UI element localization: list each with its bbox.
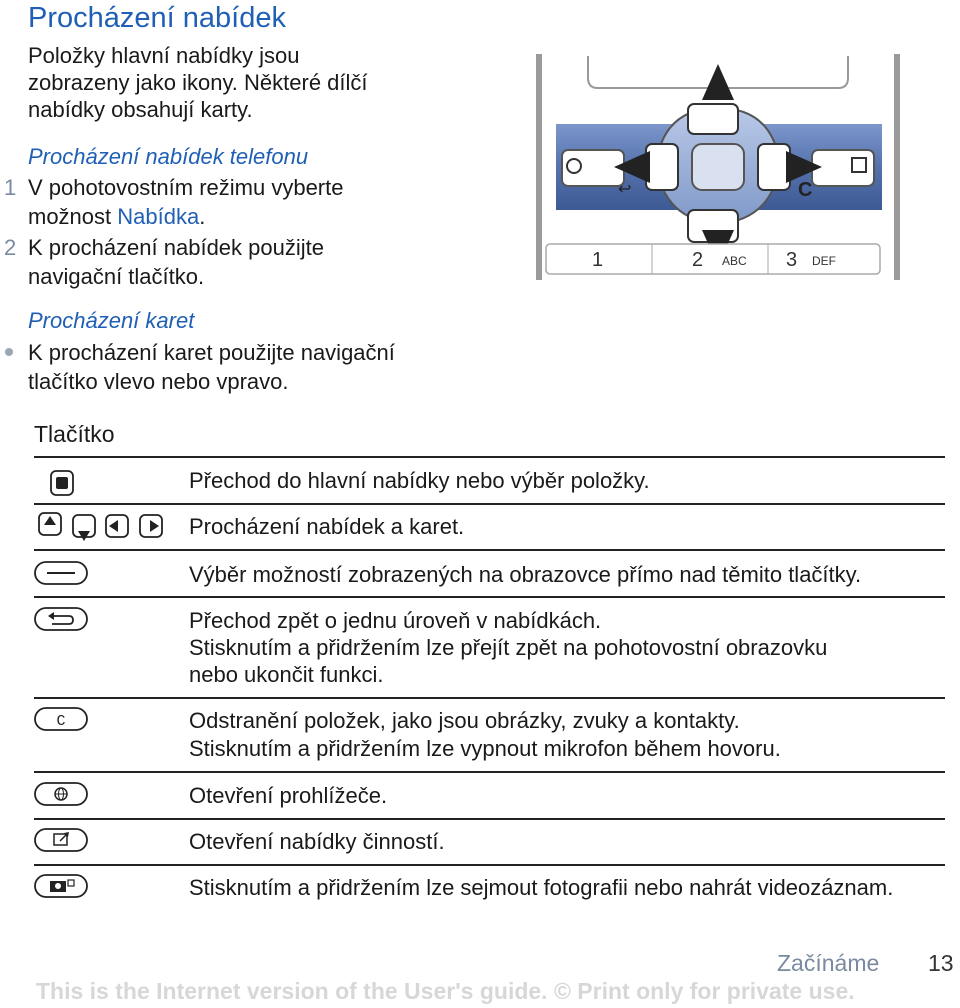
internet-key-icon	[34, 781, 88, 807]
table-row-8-desc: Stisknutím a přidržením lze sejmout fotografii nebo nahrát videozáznam.	[189, 875, 894, 900]
table-row-4-desc-3: nebo ukončit funkci.	[189, 662, 384, 687]
phone-menu-heading: Procházení nabídek telefonu	[28, 144, 309, 169]
table-divider	[34, 771, 945, 773]
navigation-keys-icon	[38, 511, 166, 543]
step-1-text: V pohotovostním režimu vyberte možnost Nabídka.	[28, 175, 344, 229]
table-divider	[34, 818, 945, 820]
step-2-text: K procházení nabídek použijte navigační tlačítko.	[28, 235, 324, 289]
key-3-letters: DEF	[812, 254, 836, 268]
table-divider	[34, 456, 945, 458]
clear-key-icon	[34, 706, 88, 732]
back-key-icon	[34, 606, 88, 632]
menu-link[interactable]: Nabídka	[117, 204, 200, 229]
tabs-bullet-text: K procházení karet použijte navigační tlačítko vlevo nebo vpravo.	[28, 340, 395, 394]
phone-keypad-illustration	[532, 54, 904, 286]
bullet-dot	[5, 348, 13, 356]
table-divider	[34, 549, 945, 551]
step-2-number: 2	[4, 235, 17, 260]
table-row-5-desc-1: Odstranění položek, jako jsou obrázky, zvuky a kontakty.	[189, 708, 740, 733]
step-1-number: 1	[4, 175, 17, 200]
key-2-letters: ABC	[722, 254, 747, 268]
table-header: Tlačítko	[34, 421, 115, 447]
table-row-6-desc: Otevření prohlížeče.	[189, 783, 388, 808]
intro-text: Položky hlavní nabídky jsou zobrazeny jako ikony. Některé dílčí nabídky obsahují karty.	[28, 43, 368, 122]
footer-section-name: Začínáme	[777, 950, 880, 976]
table-row-4-desc-2: Stisknutím a přidržením lze přejít zpět na pohotovostní obrazovku	[189, 635, 828, 660]
table-row-4-desc-1: Přechod zpět o jednu úroveň v nabídkách.	[189, 608, 602, 633]
table-divider	[34, 864, 945, 866]
tabs-heading: Procházení karet	[28, 308, 195, 333]
svg-text:C: C	[56, 713, 66, 730]
key-1-label: 1	[592, 249, 604, 271]
table-row-3-desc: Výběr možností zobrazených na obrazovce přímo nad těmito tlačítky.	[189, 562, 862, 587]
table-row-7-desc: Otevření nabídky činností.	[189, 829, 445, 854]
table-row-2-desc: Procházení nabídek a karet.	[189, 514, 465, 539]
page-title: Procházení nabídek	[28, 2, 286, 34]
table-row-5-desc-2: Stisknutím a přidržením lze vypnout mikrofon během hovoru.	[189, 736, 781, 761]
key-2-label: 2	[692, 249, 704, 271]
key-3-label: 3	[786, 249, 798, 271]
camera-key-icon	[34, 873, 88, 899]
svg-text:↩: ↩	[618, 181, 632, 198]
table-divider	[34, 697, 945, 699]
clear-key-label: C	[798, 179, 813, 201]
table-divider	[34, 503, 945, 505]
table-divider	[34, 596, 945, 598]
watermark-notice: This is the Internet version of the User's guide. © Print only for private use.	[36, 978, 855, 1004]
table-row-1-desc: Přechod do hlavní nabídky nebo výběr položky.	[189, 468, 650, 493]
center-select-key-icon	[50, 470, 74, 496]
activity-key-icon	[34, 827, 88, 853]
selection-key-icon	[34, 560, 88, 586]
page-number: 13	[928, 950, 954, 976]
